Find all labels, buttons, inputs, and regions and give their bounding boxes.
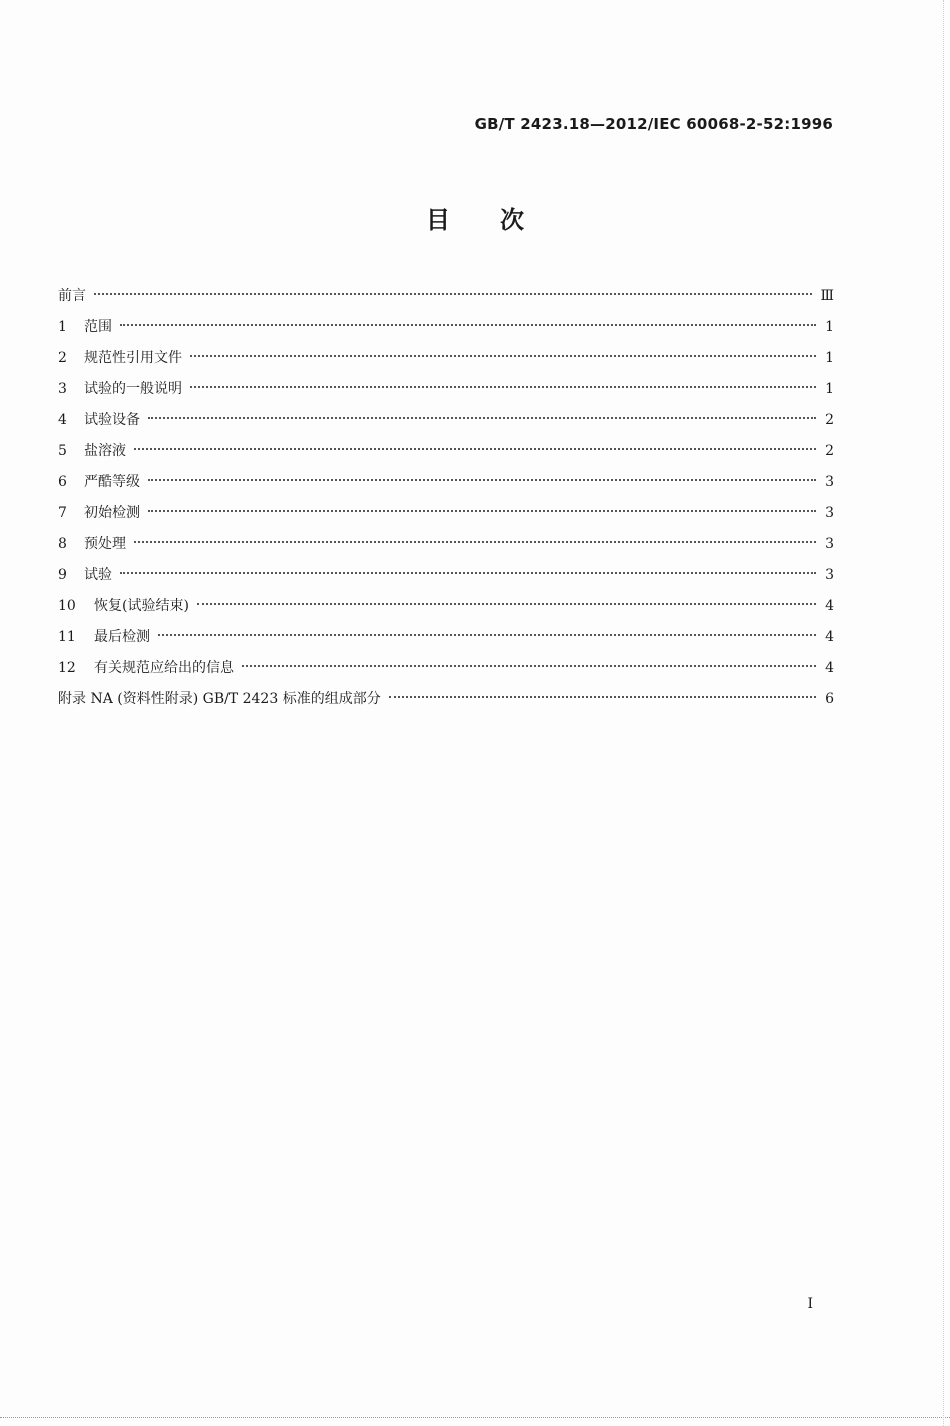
toc-entry-7[interactable] xyxy=(58,501,834,532)
toc-title-char-1: 目 xyxy=(426,206,450,234)
toc-entry-8[interactable] xyxy=(58,532,834,563)
toc-leader-dots xyxy=(94,293,812,295)
toc-entry-text: 试验的一般说明 xyxy=(84,381,182,397)
toc-entry-number: 10 xyxy=(58,598,76,614)
toc-entry-text: 恢复(试验结束) xyxy=(94,598,189,614)
toc-entry-2[interactable] xyxy=(58,346,834,377)
toc-entry-page: 3 xyxy=(825,474,834,490)
toc-entry-text: 预处理 xyxy=(84,536,126,552)
toc-entry-text: 最后检测 xyxy=(94,629,150,645)
toc-entry-text: 盐溶液 xyxy=(84,443,126,459)
toc-entry-text: 初始检测 xyxy=(84,505,140,521)
toc-leader-dots xyxy=(148,417,816,419)
toc-entry-text: 试验设备 xyxy=(84,412,140,428)
toc-entry-6[interactable] xyxy=(58,470,834,501)
toc-leader-dots xyxy=(134,448,816,450)
toc-entry-annex-na[interactable] xyxy=(58,687,834,718)
toc-leader-dots xyxy=(120,324,816,326)
table-of-contents xyxy=(58,284,834,718)
toc-entry-number: 11 xyxy=(58,629,76,645)
toc-entry-1[interactable] xyxy=(58,315,834,346)
toc-entry-9[interactable] xyxy=(58,563,834,594)
toc-leader-dots xyxy=(158,634,816,636)
toc-entry-page: 1 xyxy=(825,350,834,366)
toc-title-char-2: 次 xyxy=(500,206,524,234)
toc-entry-10[interactable] xyxy=(58,594,834,625)
toc-entry-number: 6 xyxy=(58,474,67,490)
toc-entry-4[interactable] xyxy=(58,408,834,439)
toc-leader-dots xyxy=(120,572,816,574)
toc-entry-number: 12 xyxy=(58,660,76,676)
toc-leader-dots xyxy=(197,603,816,605)
toc-entry-page: 1 xyxy=(825,381,834,397)
toc-leader-dots xyxy=(389,696,816,698)
toc-entry-page: 3 xyxy=(825,567,834,583)
toc-entry-page: 6 xyxy=(825,691,834,707)
toc-leader-dots xyxy=(190,355,816,357)
toc-entry-page: Ⅲ xyxy=(820,288,834,304)
toc-entry-page: 2 xyxy=(825,412,834,428)
toc-entry-number: 3 xyxy=(58,381,67,397)
toc-entry-number: 9 xyxy=(58,567,67,583)
scan-right-edge xyxy=(943,0,944,1426)
scan-bottom-edge xyxy=(0,1417,950,1418)
toc-entry-text: 规范性引用文件 xyxy=(84,350,182,366)
toc-entry-number: 2 xyxy=(58,350,67,366)
toc-entry-page: 4 xyxy=(825,598,834,614)
toc-leader-dots xyxy=(148,479,816,481)
toc-entry-text: 严酷等级 xyxy=(84,474,140,490)
toc-entry-number: 5 xyxy=(58,443,67,459)
toc-entry-text: 有关规范应给出的信息 xyxy=(94,660,234,676)
toc-entry-text: 试验 xyxy=(84,567,112,583)
toc-entry-number: 4 xyxy=(58,412,67,428)
toc-leader-dots xyxy=(148,510,816,512)
toc-entry-page: 1 xyxy=(825,319,834,335)
standard-code: GB/T 2423.18—2012/IEC 60068-2-52:1996 xyxy=(474,115,833,133)
toc-title xyxy=(0,200,950,235)
toc-entry-number: 1 xyxy=(58,319,67,335)
toc-entry-foreword[interactable] xyxy=(58,284,834,315)
toc-entry-11[interactable] xyxy=(58,625,834,656)
page-number: I xyxy=(807,1296,813,1312)
toc-entry-5[interactable] xyxy=(58,439,834,470)
toc-entry-page: 3 xyxy=(825,536,834,552)
toc-leader-dots xyxy=(134,541,816,543)
toc-entry-number: 8 xyxy=(58,536,67,552)
toc-entry-3[interactable] xyxy=(58,377,834,408)
toc-entry-text: 前言 xyxy=(58,288,86,304)
toc-entry-page: 4 xyxy=(825,660,834,676)
toc-leader-dots xyxy=(190,386,816,388)
toc-entry-text: 范围 xyxy=(84,319,112,335)
toc-entry-page: 3 xyxy=(825,505,834,521)
toc-entry-12[interactable] xyxy=(58,656,834,687)
toc-leader-dots xyxy=(242,665,816,667)
toc-entry-number: 7 xyxy=(58,505,67,521)
toc-entry-page: 2 xyxy=(825,443,834,459)
toc-entry-page: 4 xyxy=(825,629,834,645)
toc-entry-text: 附录 NA (资料性附录) GB/T 2423 标准的组成部分 xyxy=(58,691,381,707)
